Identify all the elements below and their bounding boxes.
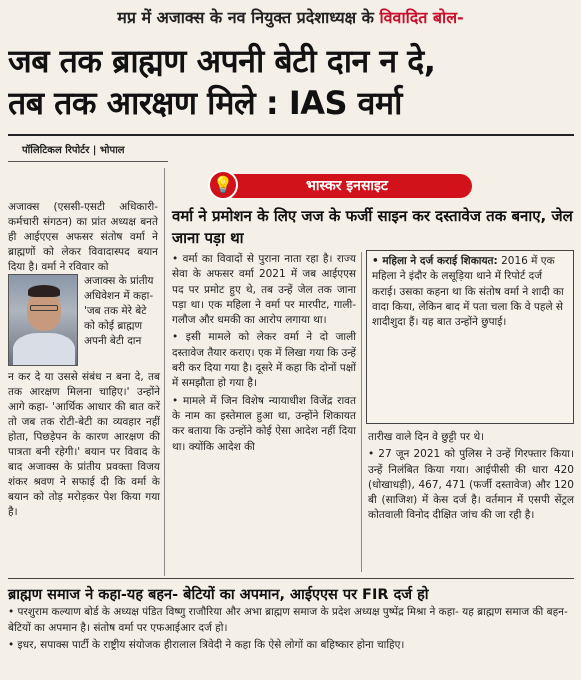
- bottom-para-2: • इधर, सपाक्स पार्टी के राष्ट्रीय संयोजक हीरालाल त्रिवेदी ने कहा कि ऐसे लोगों का बहिष्कार होना चाहिए।: [8, 639, 405, 651]
- headline-line-1: जब तक ब्राह्मण अपनी बेटी दान न दे,: [8, 42, 436, 80]
- right-column: [368, 430, 574, 526]
- complaint-box-text: 2016 में एक महिला ने इंदौर के लसूड़िया थाने में रिपोर्ट दर्ज कराई। उसका कहना था कि संतोष वर्मा ने शादी का वादा किया, लेकिन बाद में पता चला कि वे पहले से शादीशुदा हैं। यह बात उन्होंने छुपाई।: [372, 255, 564, 329]
- bottom-para-1: • परशुराम कल्याण बोर्ड के अध्यक्ष पंडित विष्णु राजौरिया और अभा ब्राह्मण समाज के प्रदेश अध्यक्ष पुष्पेंद्र मिश्रा ने कहा- यह ब्राह्मण समाज की बहन-बेटियों का अपमान है। संतोष वर्मा पर एफआईआर दर्ज हो।: [8, 606, 568, 634]
- insight-subhead: वर्मा ने प्रमोशन के लिए जज के फर्जी साइन कर दस्तावेज तक बनाए, जेल जाना पड़ा था: [172, 207, 573, 247]
- bottom-headline: ब्राह्मण समाज ने कहा-यह बहन- बेटियों का अपमान, आईएएस पर FIR दर्ज हो: [8, 587, 429, 603]
- left-side-text: अजाक्स के प्रांतीय अधिवेशन में कहा- 'जब तक मेरे बेटे को कोई ब्राह्मण अपनी बेटी दान: [84, 275, 154, 347]
- insight-label: भास्कर इनसाइट: [306, 178, 388, 194]
- photo-hair: [28, 285, 60, 297]
- byline-divider: [8, 161, 168, 162]
- officer-photo: [8, 274, 78, 366]
- bottom-rule: [8, 578, 574, 579]
- bulb-icon: 💡: [208, 170, 238, 200]
- kicker-highlight: विवादित बोल-: [379, 8, 464, 27]
- headline: [8, 40, 574, 124]
- kicker: [0, 6, 581, 28]
- left-intro: अजाक्स (एससी-एसटी अधिकारी-कर्मचारी संगठन) का प्रांत अध्यक्ष बनते ही आईएएस अफसर संतोष वर्मा ने ब्राह्मणों को लेकर विवादास्पद बयान दिया है। वर्मा ने रविवार को: [8, 201, 158, 273]
- byline: पॉलिटिकल रिपोर्टर | भोपाल: [22, 145, 125, 156]
- photo-shirt: [13, 333, 75, 366]
- column-divider-2: [361, 252, 362, 572]
- right-para-2: • 27 जून 2021 को पुलिस ने उन्हें गिरफ्तार किया। उन्हें निलंबित किया गया। आईपीसी की धारा 420 (धोखाधड़ी), 467, 471 (फर्जी दस्तावेज) और 120 बी (साजिश) में केस दर्ज है। वर्तमान में एसपी सेंट्रल कोतवाली विनोद दीक्षित जांच की जा रही है।: [368, 448, 574, 522]
- headline-line-2: तब तक आरक्षण मिले : IAS वर्मा: [8, 84, 402, 122]
- left-bottom-text: न कर दे या उससे संबंध न बना दे, तब तक आरक्षण मिलना चाहिए।' उन्होंने आगे कहा- 'आर्थिक आधार की बात करें तो जब तक रोटी-बेटी का व्यवहार नहीं होता, पिछड़ेपन के कारण आरक्षण की पात्रता बनी रहेगी।' बयान पर विवाद के बाद अजाक्स के प्रांतीय प्रवक्ता विजय शंकर श्रवण ने सफाई दी कि वर्मा के बयान को तोड़ मरोड़कर पेश किया गया है।: [8, 371, 160, 518]
- middle-para-2: • इसी मामले को लेकर वर्मा ने दो जाली दस्तावेज तैयार कराए। एक में लिखा गया कि उन्हें बरी कर दिया गया है। दूसरे में कहा कि दोनों पक्षों में समझौता हो गया है।: [172, 331, 356, 390]
- column-divider: [164, 168, 165, 576]
- bottom-text: [8, 604, 574, 654]
- middle-column: [172, 252, 356, 457]
- photo-glasses: [30, 305, 58, 311]
- right-para-1: तारीख वाले दिन वे छुट्टी पर थे।: [368, 431, 485, 443]
- middle-para-3: • मामले में जिन विशेष न्यायाधीश विजेंद्र रावत के नाम का इस्तेमाल हुआ था, उन्होंने शिकायत कर बताया कि उन्होंने कोई ऐसा आदेश नहीं दिया था। क्योंकि आदेश की: [172, 394, 356, 453]
- insight-banner: [222, 174, 472, 198]
- kicker-text: मप्र में अजाक्स के नव नियुक्त प्रदेशाध्यक्ष के: [117, 8, 380, 27]
- middle-para-1: • वर्मा का विवादों से पुराना नाता रहा है। राज्य सेवा के अफसर वर्मा 2021 में जब आईएएस पद पर प्रमोट हुए थे, तब उन्हें जेल तक जाना पड़ा था। एक महिला ने वर्मा पर मारपीट, गाली-गलौज और धमकी का आरोप लगाया था।: [172, 253, 356, 327]
- headline-rule: [8, 134, 574, 136]
- complaint-box-title: • महिला ने दर्ज कराई शिकायत:: [372, 255, 498, 267]
- complaint-box: [366, 250, 574, 424]
